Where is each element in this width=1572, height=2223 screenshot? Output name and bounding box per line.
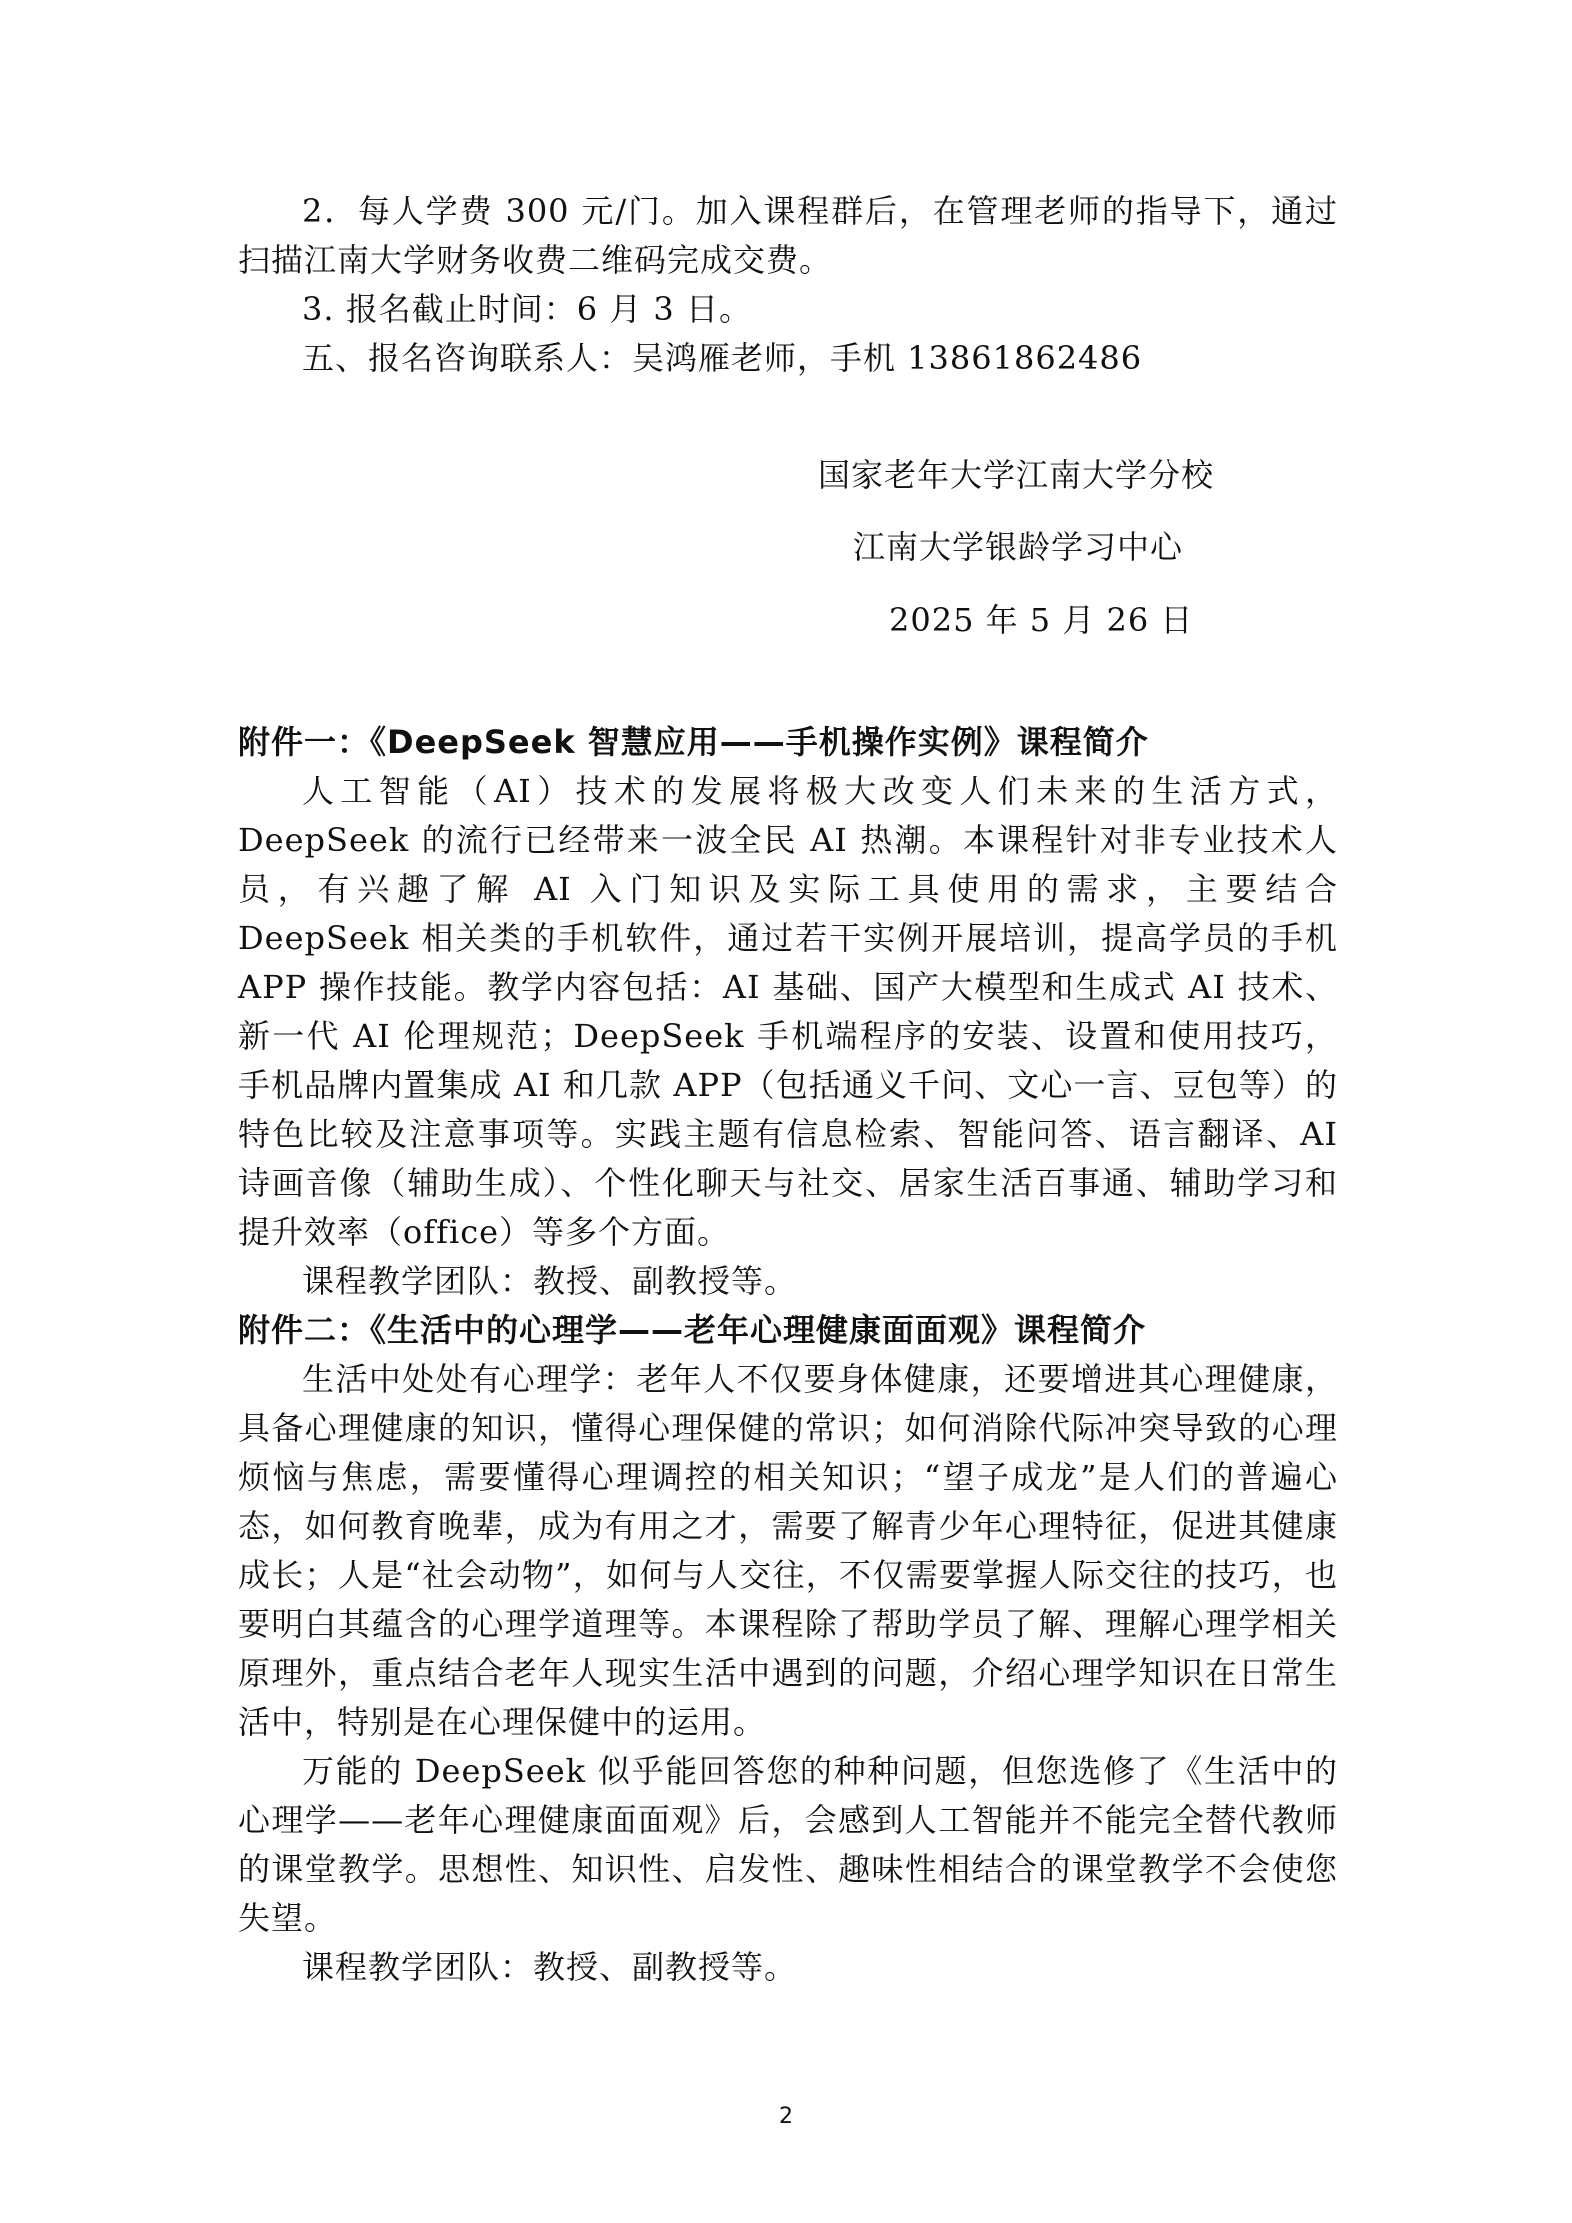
registration-notes (238, 187, 1338, 383)
signature-org1: 国家老年大学江南大学分校 (818, 456, 1215, 494)
signature-org2: 江南大学银龄学习中心 (853, 528, 1184, 566)
attachment1-team: 课程教学团队：教授、副教授等。 (302, 1262, 798, 1300)
attachment2-body1: 生活中处处有心理学：老年人不仅要身体健康，还要增进其心理健康，具备心理健康的知识，懂得心理保健的常识；如何消除代际冲突导致的心理烦恼与焦虑，需要懂得心理调控的相关知识；“望子成龙”是人们的普遍心态，如何教育晚辈，成为有用之才，需要了解青少年心理特征，促进其健康成长；人是“社会动物”，如何与人交往，不仅需要掌握人际交往的技巧，也要明白其蕴含的心理学道理等。本课程除了帮助学员了解、理解心理学相关原理外，重点结合老年人现实生活中遇到的问题，介绍心理学知识在日常生活中，特别是在心理保健中的运用。 (238, 1360, 1338, 1741)
attachment2-team: 课程教学团队：教授、副教授等。 (302, 1948, 798, 1986)
fee-paragraph: 2．每人学费 300 元/门。加入课程群后，在管理老师的指导下，通过扫描江南大学财务收费二维码完成交费。 (238, 192, 1338, 279)
page-number: 2 (779, 2104, 793, 2129)
attachment-sections (238, 718, 1338, 1992)
contact-paragraph: 五、报名咨询联系人：吴鸿雁老师，手机 13861862486 (302, 339, 1143, 377)
attachment2-heading: 附件二：《生活中的心理学——老年心理健康面面观》课程简介 (238, 1311, 1147, 1349)
signature-date: 2025 年 5 月 26 日 (889, 601, 1194, 639)
attachment2-body2: 万能的 DeepSeek 似乎能回答您的种种问题，但您选修了《生活中的心理学——老年心理健康面面观》后，会感到人工智能并不能完全替代教师的课堂教学。思想性、知识性、启发性、趣味性相结合的课堂教学不会使您失望。 (238, 1752, 1338, 1937)
attachment1-heading: 附件一：《DeepSeek 智慧应用——手机操作实例》课程简介 (238, 723, 1149, 761)
attachment1-body: 人工智能（AI）技术的发展将极大改变人们未来的生活方式，DeepSeek 的流行已经带来一波全民 AI 热潮。本课程针对非专业技术人员，有兴趣了解 AI 入门知识及实际工具使用的需求，主要结合 DeepSeek 相关类的手机软件，通过若干实例开展培训，提高学员的手机 APP 操作技能。教学内容包括：AI 基础、国产大模型和生成式 AI 技术、新一代 AI 伦理规范；DeepSeek 手机端程序的安装、设置和使用技巧，手机品牌内置集成 AI 和几款 APP（包括通义千问、文心一言、豆包等）的特色比较及注意事项等。实践主题有信息检索、智能问答、语言翻译、AI 诗画音像（辅助生成）、个性化聊天与社交、居家生活百事通、辅助学习和提升效率（office）等多个方面。 (238, 772, 1338, 1251)
deadline-paragraph: 3. 报名截止时间：6 月 3 日。 (302, 290, 752, 328)
